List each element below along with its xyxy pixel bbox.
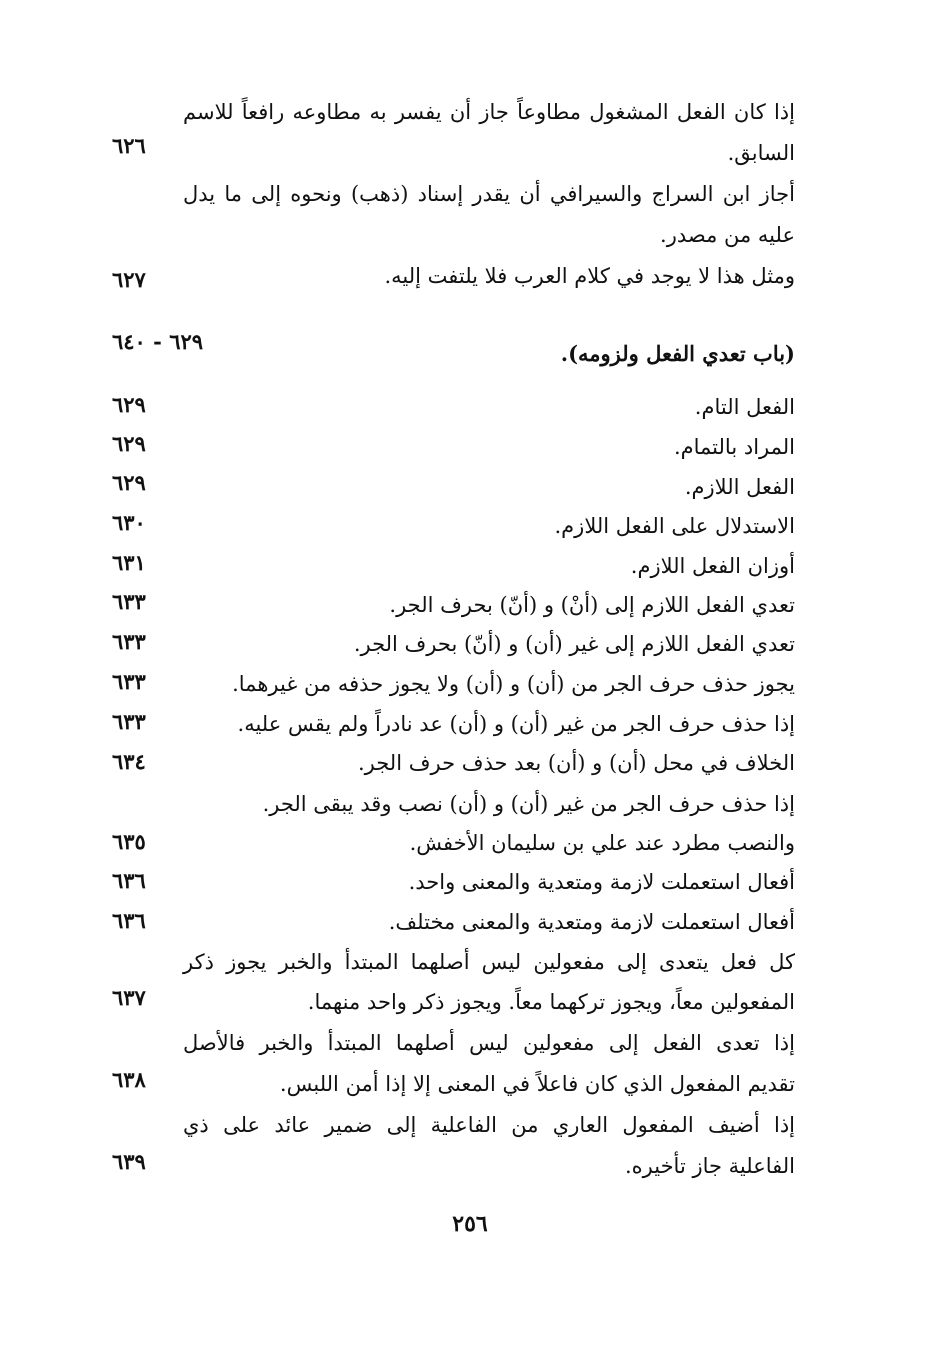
- entry-page-ref: ٦٣٣: [112, 709, 146, 734]
- entry-page-ref: ٦٣٣: [112, 669, 146, 694]
- entry-text-line: أوزان الفعل اللازم.: [630, 554, 795, 578]
- entry-text-line: السابق.: [727, 141, 795, 165]
- entry-page-ref: ٦٣٥: [112, 829, 146, 854]
- entry-text-line: إذا حذف حرف الجر من غير (أن) و (أن) عد نادراً ولم يقس عليه.: [237, 712, 795, 736]
- entry-page-ref: ٦٢٩: [112, 470, 146, 495]
- entry-text-line: والنصب مطرد عند علي بن سليمان الأخفش.: [409, 831, 795, 855]
- entry-text-line: المفعولين معاً، ويجوز تركهما معاً. ويجوز ذكر واحد منهما.: [307, 990, 795, 1014]
- entry-page-ref: ٦٢٩: [112, 431, 146, 456]
- chapter-page-range: ٦٢٩ - ٦٤٠: [112, 329, 204, 354]
- entry-text-line: إذا تعدى الفعل إلى مفعولين ليس أصلهما المبتدأ والخبر فالأصل: [183, 1031, 795, 1055]
- entry-page-ref: ٦٣٨: [112, 1067, 146, 1092]
- entry-page-ref: ٦٣٣: [112, 589, 146, 614]
- entry-page-ref: ٦٢٩: [112, 392, 146, 417]
- entry-text-line: تعدي الفعل اللازم إلى (أنْ) و (أنّ) بحرف الجر.: [389, 593, 795, 617]
- entry-page-ref: ٦٣٦: [112, 908, 146, 933]
- entry-page-ref: ٦٣٦: [112, 868, 146, 893]
- entry-text-line: إذا كان الفعل المشغول مطاوعاً جاز أن يفسر به مطاوعه رافعاً للاسم: [183, 100, 795, 124]
- entry-text-line: إذا حذف حرف الجر من غير (أن) و (أن) نصب وقد يبقى الجر.: [262, 792, 795, 816]
- entry-page-ref: ٦٣٣: [112, 629, 146, 654]
- entry-text-line: تقديم المفعول الذي كان فاعلاً في المعنى إلا إذا أمن اللبس.: [279, 1072, 795, 1096]
- entry-text-line: يجوز حذف حرف الجر من (أن) و (أن) ولا يجوز حذفه من غيرهما.: [232, 672, 795, 696]
- entry-text-line: تعدي الفعل اللازم إلى غير (أن) و (أنّ) بحرف الجر.: [353, 632, 795, 656]
- entry-text-line: أفعال استعملت لازمة ومتعدية والمعنى مختلف.: [388, 910, 795, 934]
- entry-page-ref: ٦٢٦: [112, 133, 146, 158]
- entry-page-ref: ٦٢٧: [112, 267, 146, 292]
- entry-text-line: الفعل اللازم.: [684, 475, 795, 499]
- entry-text-line: الاستدلال على الفعل اللازم.: [554, 514, 795, 538]
- entry-text-line: أفعال استعملت لازمة ومتعدية والمعنى واحد.: [408, 870, 795, 894]
- entry-page-ref: ٦٣١: [112, 550, 146, 575]
- entry-page-ref: ٦٣٧: [112, 985, 146, 1010]
- entry-text-line: الخلاف في محل (أن) و (أن) بعد حذف حرف الجر.: [357, 751, 795, 775]
- entry-text-line: أجاز ابن السراج والسيرافي أن يقدر إسناد (ذهب) ونحوه إلى ما يدل: [183, 182, 795, 206]
- entry-text-line: الفاعلية جاز تأخيره.: [624, 1154, 795, 1178]
- entry-page-ref: ٦٣٠: [112, 510, 146, 535]
- page-number: ٢٥٦: [452, 1211, 488, 1237]
- entry-page-ref: ٦٣٤: [112, 749, 146, 774]
- chapter-heading: (باب تعدي الفعل ولزومه).: [560, 341, 795, 366]
- entry-text-line: إذا أضيف المفعول العاري من الفاعلية إلى ضمير عائد على ذي: [183, 1113, 795, 1137]
- entry-text-line: ومثل هذا لا يوجد في كلام العرب فلا يلتفت إليه.: [384, 264, 795, 288]
- entry-text-line: الفعل التام.: [694, 395, 795, 419]
- entry-text-line: كل فعل يتعدى إلى مفعولين ليس أصلهما المبتدأ والخبر يجوز ذكر: [183, 950, 795, 974]
- entry-page-ref: ٦٣٩: [112, 1149, 146, 1174]
- entry-text-line: المراد بالتمام.: [673, 435, 795, 459]
- entry-text-line: عليه من مصدر.: [660, 223, 795, 247]
